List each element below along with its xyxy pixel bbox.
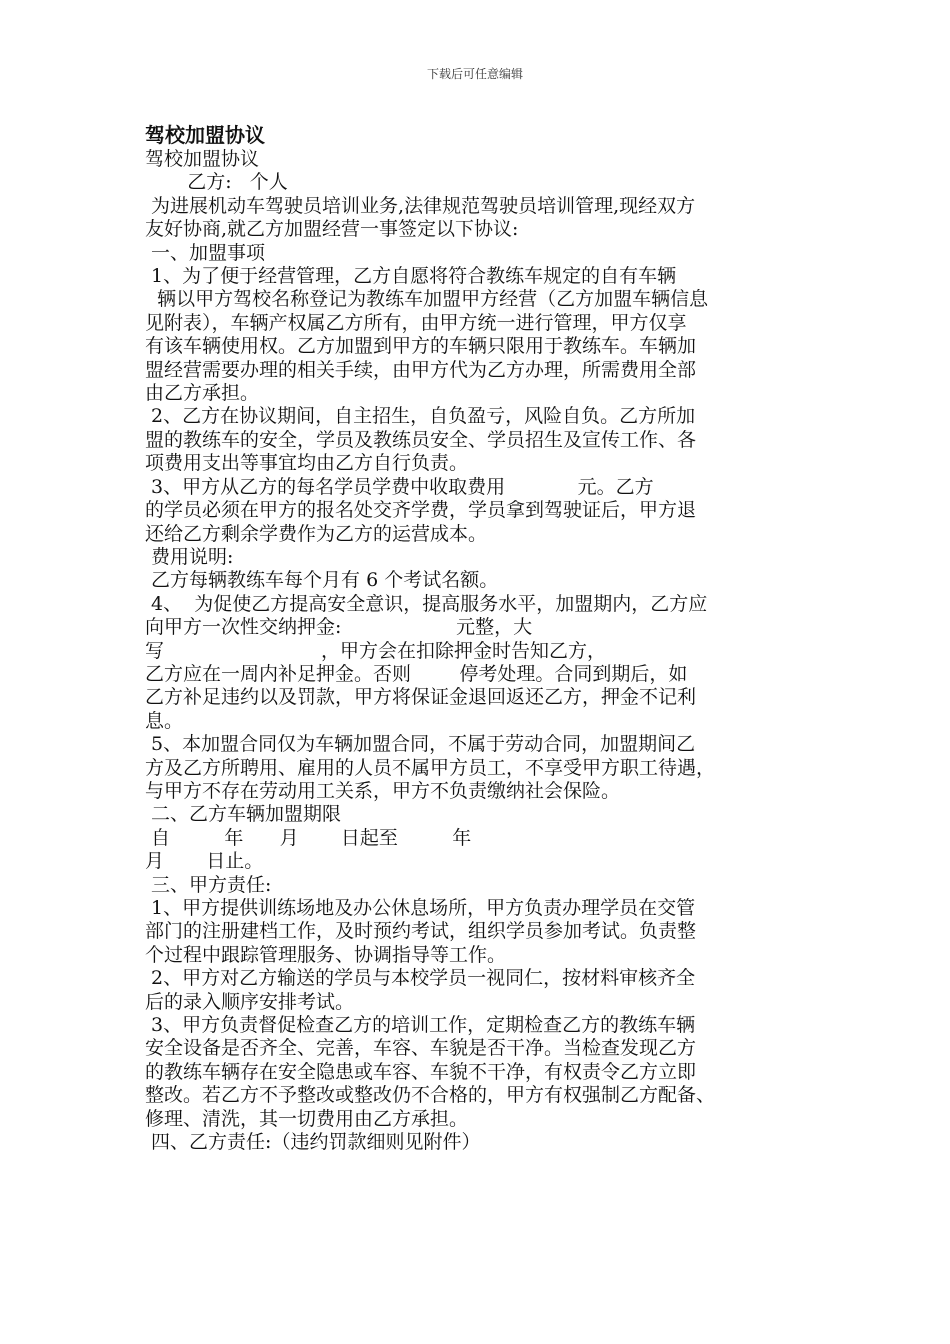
text-line: 2、乙方在协议期间，自主招生，自负盈亏，风险自负。乙方所加 [145,405,696,428]
text-line: 2、甲方对乙方输送的学员与本校学员一视同仁，按材料审核齐全 [145,967,696,990]
text-line: 1、为了便于经营管理，乙方自愿将符合教练车规定的自有车辆 [145,265,677,288]
document-body [145,122,815,1154]
text-line: 由乙方承担。 [145,382,260,405]
text-line: 为进展机动车驾驶员培训业务,法律规范驾驶员培训管理,现经双方 [145,194,696,217]
text-line: 安全设备是否齐全、完善，车容、车貌是否干净。当检查发现乙方 [145,1037,697,1060]
text-line: 友好协商,就乙方加盟经营一事签定以下协议: [145,218,519,241]
text-line: 的学员必须在甲方的报名处交齐学费，学员拿到驾驶证后，甲方退 [145,499,697,522]
text-line: 费用说明: [145,545,234,568]
text-line: 二、乙方车辆加盟期限 [145,803,342,826]
text-line: 4、 为促使乙方提高安全意识，提高服务水平，加盟期内，乙方应 [145,592,708,615]
text-line: 项费用支出等事宜均由乙方自行负责。 [145,452,469,475]
text-line: 乙方补足违约以及罚款，甲方将保证金退回返还乙方，押金不记利 [145,686,697,709]
text-line: 的教练车辆存在安全隐患或车容、车貌不干净，有权责令乙方立即 [145,1060,697,1083]
text-line: 有该车辆使用权。乙方加盟到甲方的车辆只限用于教练车。车辆加 [145,335,697,358]
text-line: 一、加盟事项 [145,241,266,264]
document-title: 驾校加盟协议 [145,123,265,147]
document-paragraphs [145,148,815,1154]
text-line: 四、乙方责任:（违约罚款细则见附件） [145,1131,481,1154]
text-line: 与甲方不存在劳动用工关系，甲方不负责缴纳社会保险。 [145,779,621,802]
text-line: 月 日止。 [145,850,264,873]
text-line: 三、甲方责任: [145,873,272,896]
text-line: 乙方应在一周内补足押金。否则 停考处理。合同到期后，如 [145,662,688,685]
text-line: 见附表），车辆产权属乙方所有，由甲方统一进行管理，甲方仅享 [145,311,687,334]
text-line: 1、甲方提供训练场地及办公休息场所，甲方负责办理学员在交管 [145,897,696,919]
text-line: 乙方每辆教练车每个月有 6 个考试名额。 [145,569,499,592]
text-line: 部门的注册建档工作，及时预约考试，组织学员参加考试。负责整 [145,920,697,943]
text-line: 写 ，甲方会在扣除押金时告知乙方， [145,639,607,662]
text-line: 辆以甲方驾校名称登记为教练车加盟甲方经营（乙方加盟车辆信息 [145,288,709,311]
text-line: 乙方: 个人 [145,171,288,194]
text-line: 整改。若乙方不予整改或整改仍不合格的，甲方有权强制乙方配备、 [145,1084,716,1107]
text-line: 5、本加盟合同仅为车辆加盟合同，不属于劳动合同，加盟期间乙 [145,733,696,756]
text-line: 盟的教练车的安全，学员及教练员安全、学员招生及宣传工作、各 [145,428,697,451]
text-line: 修理、清洗，其一切费用由乙方承担。 [145,1107,469,1130]
text-line: 3、甲方负责督促检查乙方的培训工作，定期检查乙方的教练车辆 [145,1014,696,1037]
text-line: 个过程中跟踪管理服务、协调指导等工作。 [145,943,507,966]
text-line: 自 年 月 日起至 年 [145,826,472,849]
text-line: 盟经营需要办理的相关手续，由甲方代为乙方办理，所需费用全部 [145,358,697,381]
page-header-note: 下载后可任意编辑 [426,67,523,81]
text-line: 后的录入顺序安排考试。 [145,990,355,1013]
text-line: 向甲方一次性交纳押金: 元整，大 [145,616,533,639]
text-line: 3、甲方从乙方的每名学员学费中收取费用 元。乙方 [145,475,654,498]
document-subtitle: 驾校加盟协议 [145,148,260,170]
text-line: 方及乙方所聘用、雇用的人员不属甲方员工，不享受甲方职工待遇， [145,756,716,779]
text-line: 还给乙方剩余学费作为乙方的运营成本。 [145,522,488,545]
text-line: 息。 [145,709,184,732]
